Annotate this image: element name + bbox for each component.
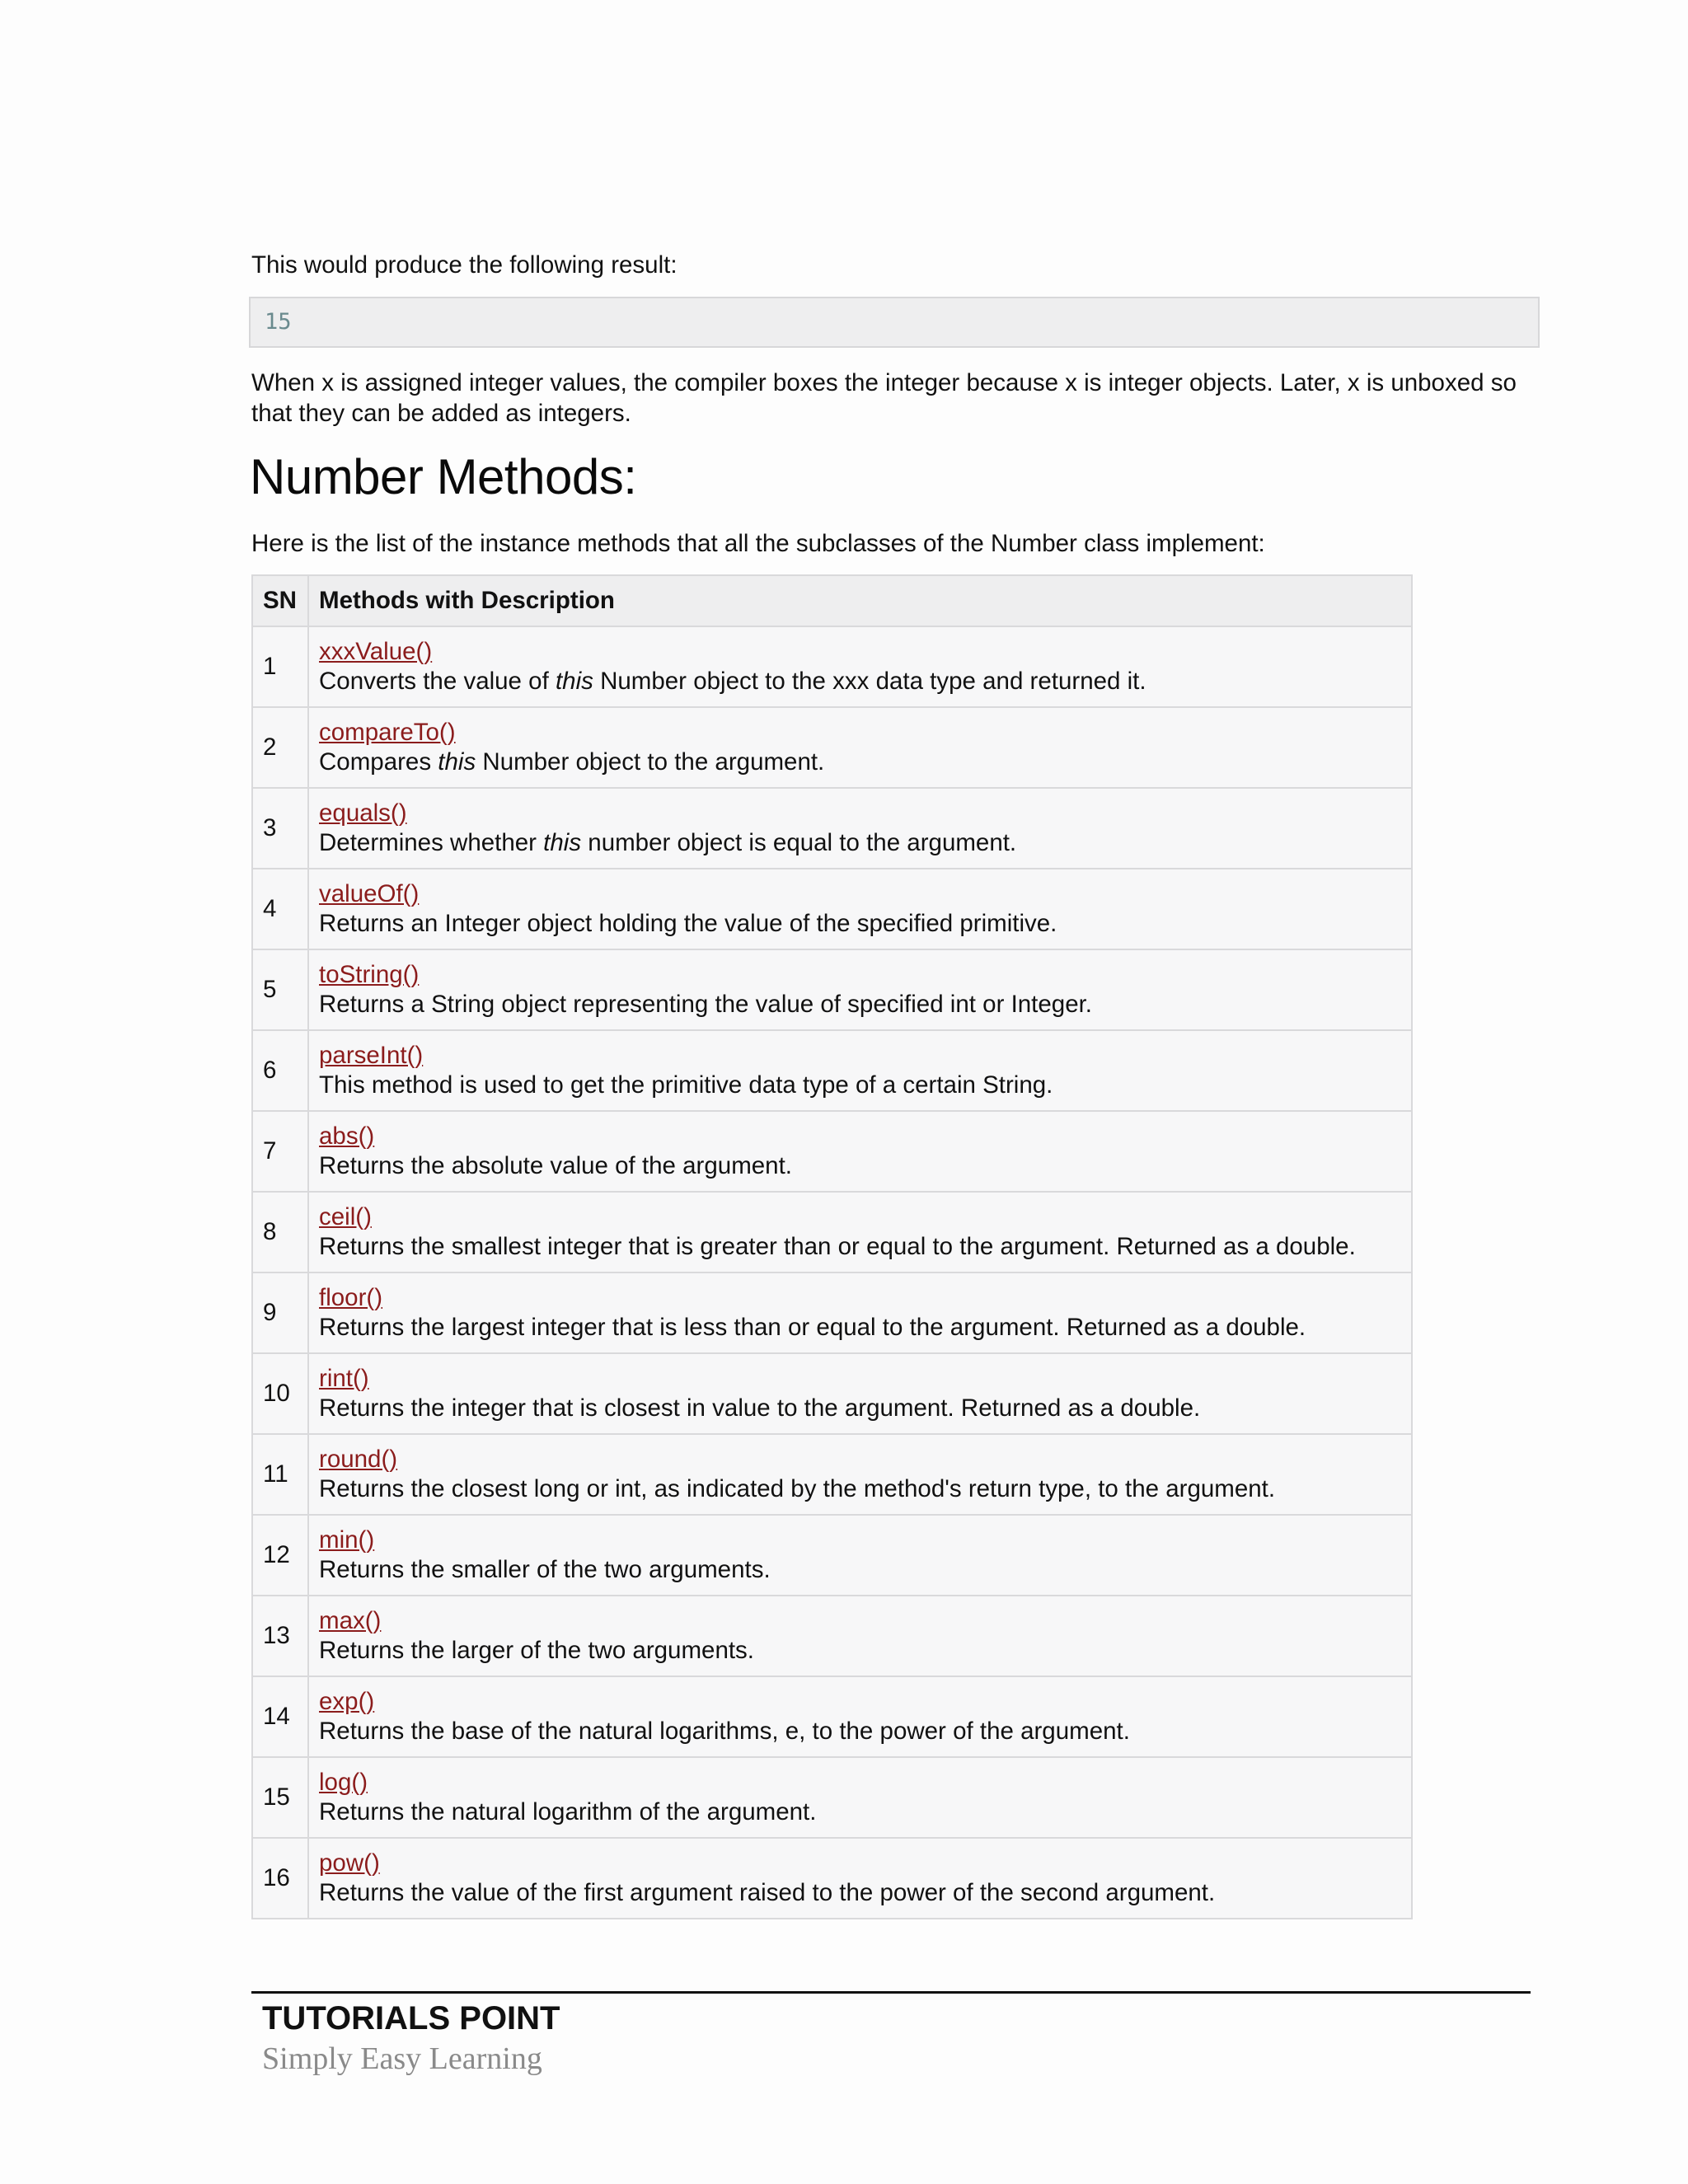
method-link[interactable]: pow() — [319, 1849, 380, 1877]
description-text: Compares — [319, 748, 438, 776]
code-output-block — [249, 297, 1540, 348]
method-description-cell — [308, 1676, 1412, 1757]
lead-paragraph: Here is the list of the instance methods that all the subclasses of the Number class implement: — [251, 530, 1265, 557]
method-description — [319, 1797, 1401, 1827]
row-number: 11 — [252, 1434, 308, 1515]
method-description-cell — [308, 869, 1412, 949]
method-description-cell — [308, 1192, 1412, 1272]
method-link[interactable]: exp() — [319, 1688, 375, 1715]
description-text: Returns the closest long or int, as indicated by the method's return type, to the argument. — [319, 1475, 1276, 1502]
methods-table — [251, 574, 1413, 1919]
methods-table-body — [252, 626, 1412, 1919]
table-row — [252, 788, 1412, 869]
table-row — [252, 869, 1412, 949]
table-row — [252, 1353, 1412, 1434]
description-text: Returns the natural logarithm of the argument. — [319, 1798, 817, 1825]
table-row — [252, 1111, 1412, 1192]
row-number: 6 — [252, 1030, 308, 1111]
method-description — [319, 1636, 1401, 1666]
table-header-row — [252, 575, 1412, 626]
row-number: 12 — [252, 1515, 308, 1596]
description-text: Returns an Integer object holding the value of the specified primitive. — [319, 910, 1057, 937]
method-description — [319, 909, 1401, 939]
method-description-cell — [308, 1757, 1412, 1838]
code-output-text: 15 — [265, 309, 292, 335]
method-description — [319, 1071, 1401, 1100]
method-description — [319, 1394, 1401, 1423]
table-row — [252, 949, 1412, 1030]
method-link[interactable]: abs() — [319, 1122, 375, 1150]
description-text-tail: Number object to the xxx data type and returned it. — [593, 668, 1146, 695]
explanation-paragraph: When x is assigned integer values, the compiler boxes the integer because x is integer objects. Later, x is unboxed so that they can be added as integers. — [251, 369, 1517, 427]
row-number: 8 — [252, 1192, 308, 1272]
method-description — [319, 1474, 1401, 1504]
row-number: 4 — [252, 869, 308, 949]
method-description — [319, 990, 1401, 1019]
section-heading: Number Methods: — [250, 449, 637, 504]
description-text: Returns the larger of the two arguments. — [319, 1637, 754, 1664]
method-description — [319, 1232, 1401, 1262]
row-number: 1 — [252, 626, 308, 707]
description-text: Returns the integer that is closest in value to the argument. Returned as a double. — [319, 1394, 1201, 1422]
description-text: Converts the value of — [319, 668, 556, 695]
table-row — [252, 1757, 1412, 1838]
method-link[interactable]: floor() — [319, 1284, 383, 1311]
table-row — [252, 1515, 1412, 1596]
method-link[interactable]: parseInt() — [319, 1042, 424, 1069]
method-description — [319, 1878, 1401, 1908]
method-description-cell — [308, 788, 1412, 869]
row-number: 10 — [252, 1353, 308, 1434]
header-sn: SN — [252, 575, 308, 626]
description-text: Returns the smaller of the two arguments. — [319, 1556, 771, 1583]
method-description — [319, 1555, 1401, 1585]
table-row — [252, 707, 1412, 788]
row-number: 2 — [252, 707, 308, 788]
description-text-tail: Number object to the argument. — [476, 748, 825, 776]
description-emphasis: this — [543, 829, 582, 856]
footer-brand: TUTORIALS POINT — [262, 2000, 560, 2036]
method-description — [319, 667, 1401, 696]
method-link[interactable]: min() — [319, 1526, 375, 1554]
method-description — [319, 1717, 1401, 1746]
description-text: Determines whether — [319, 829, 544, 856]
method-description-cell — [308, 707, 1412, 788]
method-link[interactable]: xxxValue() — [319, 638, 433, 665]
description-text: Returns the absolute value of the argument. — [319, 1152, 792, 1179]
description-text-tail: number object is equal to the argument. — [581, 829, 1017, 856]
method-description-cell — [308, 1353, 1412, 1434]
table-row — [252, 1838, 1412, 1919]
table-row — [252, 1192, 1412, 1272]
description-text: Returns a String object representing the value of specified int or Integer. — [319, 991, 1092, 1018]
description-text: This method is used to get the primitive data type of a certain String. — [319, 1071, 1053, 1099]
table-row — [252, 1272, 1412, 1353]
method-description-cell — [308, 1515, 1412, 1596]
row-number: 7 — [252, 1111, 308, 1192]
method-link[interactable]: log() — [319, 1769, 368, 1796]
method-link[interactable]: round() — [319, 1446, 398, 1473]
table-row — [252, 1676, 1412, 1757]
method-description-cell — [308, 949, 1412, 1030]
method-description-cell — [308, 1596, 1412, 1676]
method-link[interactable]: toString() — [319, 961, 420, 988]
method-link[interactable]: equals() — [319, 799, 407, 827]
description-text: Returns the value of the first argument raised to the power of the second argument. — [319, 1879, 1216, 1906]
method-link[interactable]: ceil() — [319, 1203, 372, 1230]
method-description — [319, 748, 1401, 777]
method-link[interactable]: compareTo() — [319, 719, 456, 746]
table-row — [252, 1596, 1412, 1676]
method-link[interactable]: max() — [319, 1607, 382, 1634]
table-row — [252, 1030, 1412, 1111]
method-description — [319, 1313, 1401, 1343]
footer-tagline: Simply Easy Learning — [262, 2041, 542, 2076]
header-methods: Methods with Description — [308, 575, 1412, 626]
method-description — [319, 828, 1401, 858]
description-emphasis: this — [438, 748, 476, 776]
row-number: 13 — [252, 1596, 308, 1676]
method-link[interactable]: rint() — [319, 1365, 369, 1392]
table-row — [252, 1434, 1412, 1515]
method-description-cell — [308, 1272, 1412, 1353]
intro-text: This would produce the following result: — [251, 251, 678, 279]
description-emphasis: this — [555, 668, 593, 695]
row-number: 16 — [252, 1838, 308, 1919]
method-description-cell — [308, 1434, 1412, 1515]
method-description-cell — [308, 1030, 1412, 1111]
description-text: Returns the largest integer that is less than or equal to the argument. Returned as a double. — [319, 1314, 1306, 1341]
method-link[interactable]: valueOf() — [319, 880, 420, 907]
method-description-cell — [308, 1838, 1412, 1919]
row-number: 3 — [252, 788, 308, 869]
row-number: 14 — [252, 1676, 308, 1757]
description-text: Returns the smallest integer that is greater than or equal to the argument. Returned as a double. — [319, 1233, 1356, 1260]
method-description-cell — [308, 1111, 1412, 1192]
description-text: Returns the base of the natural logarithms, e, to the power of the argument. — [319, 1718, 1130, 1745]
method-description — [319, 1151, 1401, 1181]
footer-divider — [251, 1991, 1531, 1994]
row-number: 5 — [252, 949, 308, 1030]
row-number: 9 — [252, 1272, 308, 1353]
table-row — [252, 626, 1412, 707]
method-description-cell — [308, 626, 1412, 707]
row-number: 15 — [252, 1757, 308, 1838]
